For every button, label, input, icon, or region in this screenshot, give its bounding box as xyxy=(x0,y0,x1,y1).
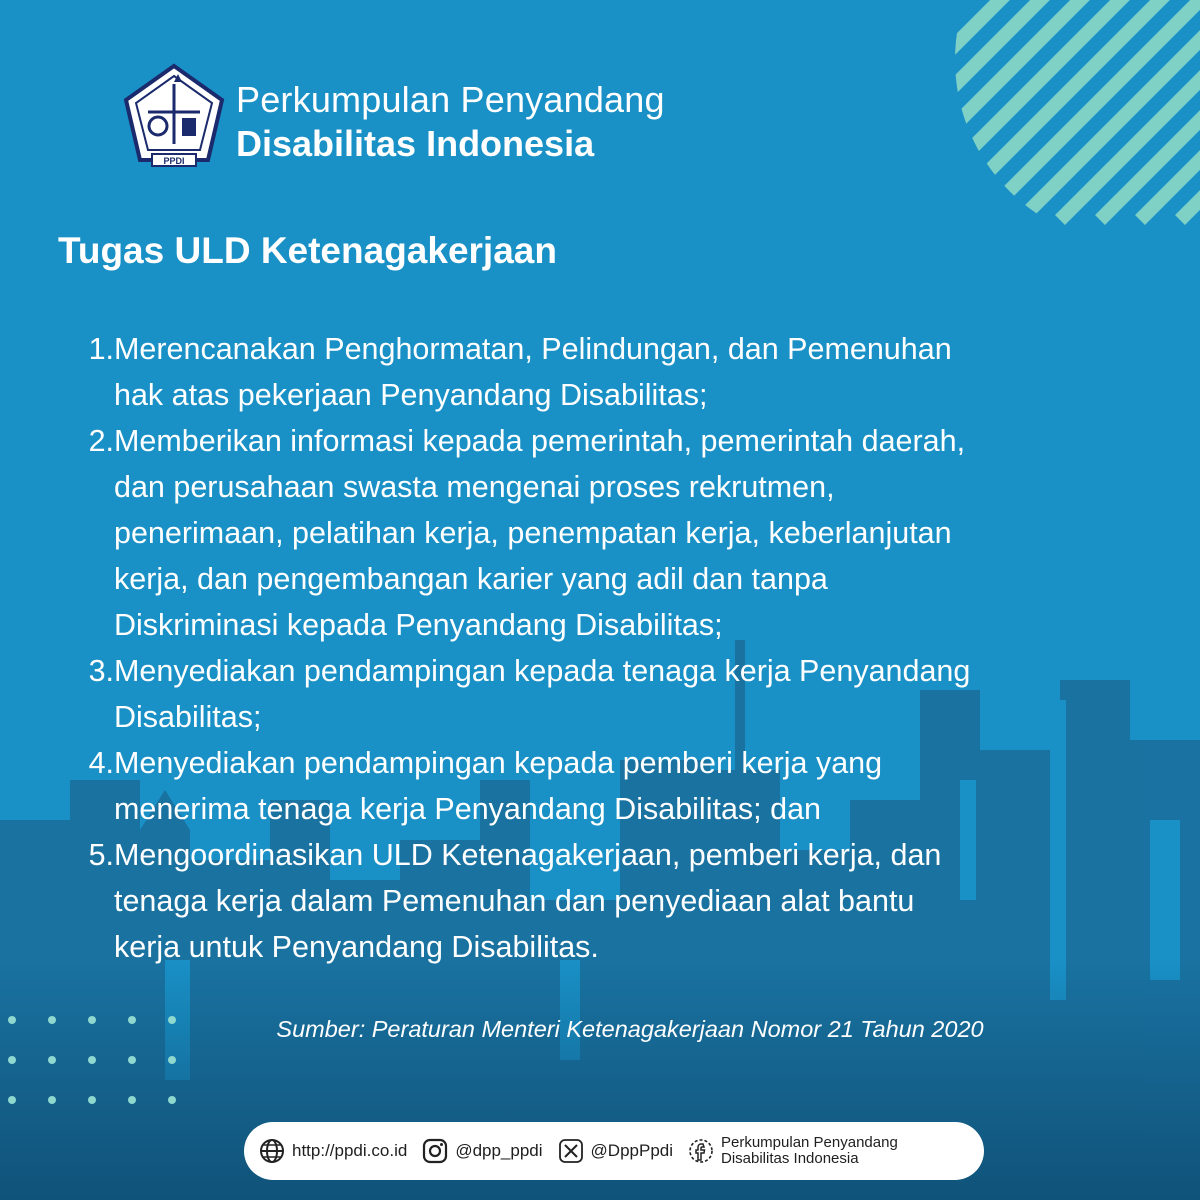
list-item-text: Memberikan informasi kepada pemerintah, pemerintah daerah, dan perusahaan swasta mengenai proses rekrutmen, penerimaan, pelatihan kerja, penempatan kerja, keberlanjutan kerja, dan pengembangan karier yang adil dan tanpa Diskriminasi kepada Penyandang Disabilitas; xyxy=(114,424,966,642)
facebook-link[interactable] xyxy=(687,1135,898,1167)
x-icon xyxy=(557,1137,585,1165)
website-text: http://ppdi.co.id xyxy=(292,1141,408,1160)
x-link[interactable] xyxy=(557,1137,673,1165)
list-item-number: 3. xyxy=(88,654,114,688)
list-item xyxy=(72,740,1192,832)
list-item-text: Merencanakan Penghormatan, Pelindungan, dan Pemenuhan hak atas pekerjaan Penyandang Disabilitas; xyxy=(114,332,952,412)
source-citation: Sumber: Peraturan Menteri Ketenagakerjaan Nomor 21 Tahun 2020 xyxy=(276,1016,984,1042)
list-item-text: Menyediakan pendampingan kepada pemberi kerja yang menerima tenaga kerja Penyandang Disabilitas; dan xyxy=(114,746,883,826)
list-item-text: Mengoordinasikan ULD Ketenagakerjaan, pemberi kerja, dan tenaga kerja dalam Pemenuhan dan penyediaan alat bantu kerja untuk Penyandang Disabilitas. xyxy=(114,838,942,964)
ppdi-emblem-icon xyxy=(118,60,230,172)
logo-label: PPDI xyxy=(163,156,185,166)
facebook-line2: Disabilitas Indonesia xyxy=(721,1150,859,1167)
org-name-line2: Disabilitas Indonesia xyxy=(236,123,595,164)
organization-name xyxy=(236,78,665,166)
facebook-page-name xyxy=(721,1135,898,1167)
instagram-handle: @dpp_ppdi xyxy=(455,1141,543,1160)
footer-contact-bar xyxy=(244,1122,984,1180)
list-item xyxy=(72,832,1192,970)
list-item-number: 1. xyxy=(88,332,114,366)
list-item-text: Menyediakan pendampingan kepada tenaga kerja Penyandang Disabilitas; xyxy=(114,654,971,734)
list-item xyxy=(72,648,1192,740)
globe-icon xyxy=(258,1137,286,1165)
instagram-link[interactable] xyxy=(421,1137,542,1165)
list-item-number: 2. xyxy=(88,424,114,458)
org-name-line1: Perkumpulan Penyandang xyxy=(236,79,665,120)
list-item-number: 5. xyxy=(88,838,114,872)
task-list xyxy=(72,326,1192,970)
striped-circle xyxy=(880,0,1200,220)
facebook-line1: Perkumpulan Penyandang xyxy=(721,1134,898,1151)
list-item xyxy=(72,326,1192,418)
instagram-icon xyxy=(421,1137,449,1165)
website-link[interactable] xyxy=(258,1137,407,1165)
list-item-number: 4. xyxy=(88,746,114,780)
x-handle: @DppPpdi xyxy=(590,1141,673,1160)
page-title: Tugas ULD Ketenagakerjaan xyxy=(58,230,557,271)
facebook-icon xyxy=(687,1137,715,1165)
list-item xyxy=(72,418,1192,648)
